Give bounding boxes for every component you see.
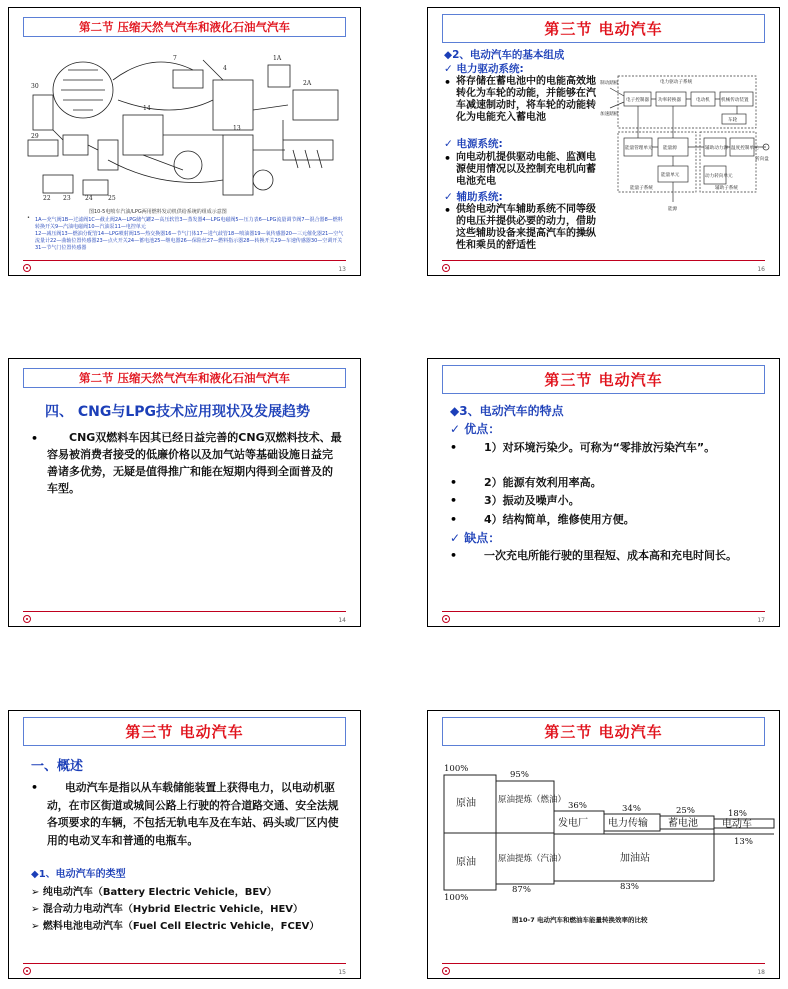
diagram-label-aux-sub: 辅助子系统 (715, 186, 738, 191)
slide-14[interactable] (8, 358, 361, 627)
page-number: 13 (338, 266, 346, 273)
slide-17[interactable] (427, 358, 780, 627)
type-item-2: ➢ 混合动力电动汽车（Hybrid Electric Vehicle，HEV） (31, 904, 304, 915)
svg-text:13: 13 (233, 125, 241, 132)
label-83: 83% (620, 882, 639, 892)
label-crude-bottom: 原油 (456, 857, 476, 868)
body-text: 电动汽车是指以从车载储能装置上获得电力，以电动机驱动，在市区街道或城间公路上行驶的符合道路交通、安全法规各项要求的车辆，不包括无轨电车及在车站、码头或厂区内使用的电动叉车和普通的电瓶车。 (47, 781, 339, 847)
svg-text:2A: 2A (303, 80, 312, 87)
legend-line-1: 1A—充气阀1B—过滤阀1C—截止阀2A—LPG储气罐2—高压软管3—蒸发器4—LPG电磁阀5—压力表6—LPG流量调节阀7—混合器8—燃料转换开关9—汽油电磁阀10—汽油泵11—电控单元 (35, 217, 343, 230)
svg-text:25: 25 (108, 195, 116, 202)
svg-text:7: 7 (173, 55, 177, 62)
svg-text:1A: 1A (273, 55, 282, 62)
logo (23, 615, 34, 623)
bullet: • (450, 476, 458, 489)
body-text: CNG双燃料车因其已经日益完善的CNG双燃料技术、最容易被消费者接受的低廉价格以及加气站等基础设施日益完善诸多优势，无疑是值得推广和能在短期内得到全面普及的车型。 (47, 431, 342, 495)
pro-1: 1）对环境污染少。可称为“零排放污染汽车”。 (484, 441, 716, 454)
box-ecu: 电子控制器 (626, 98, 649, 103)
diagram-label-top: 电力驱动子系统 (660, 80, 693, 85)
label-34: 34% (622, 804, 641, 814)
logo (23, 967, 34, 975)
label-crude-top: 原油 (456, 798, 476, 809)
box-steering: 动力转向单元 (705, 174, 733, 179)
slide-title: 第三节 电动汽车 (23, 717, 346, 746)
logo-icon (23, 264, 31, 272)
logo (442, 264, 453, 272)
bullet: • (444, 204, 452, 217)
box-wheel: 车轮 (728, 118, 738, 123)
pro-3: 3）振动及噪声小。 (484, 494, 580, 507)
diagram-label-steering-wheel: 转向盘 (755, 157, 769, 162)
figure-caption: 图10-5电喷车汽油/LPG两用燃料发动机供给系统的组成示意图 (89, 209, 227, 215)
con-1: 一次充电所能行驶的里程短、成本高和充电时间长。 (484, 549, 737, 562)
label-refine-gasoline: 原油提炼（汽油） (498, 854, 567, 864)
bullet: • (450, 441, 458, 454)
box-aux-power: 辅助动力源 (705, 146, 728, 151)
page-number: 14 (338, 617, 346, 624)
label-18: 18% (728, 809, 747, 819)
type-item-3-text: 燃料电池电动汽车（Fuel Cell Electric Vehicle，FCEV） (42, 921, 320, 932)
box-temp-control: 温度控制单元 (731, 146, 759, 151)
label-95: 95% (510, 770, 529, 780)
svg-text:29: 29 (31, 133, 39, 140)
energy-efficiency-diagram (440, 761, 775, 906)
logo-icon (442, 264, 450, 272)
svg-text:30: 30 (31, 83, 39, 90)
footer-line (23, 260, 346, 261)
bullet: • (450, 513, 458, 526)
box-transmission: 机械传动装置 (721, 98, 749, 103)
box-energy-source: 能量源 (663, 146, 677, 151)
type-item-2-text: 混合动力电动汽车（Hybrid Electric Vehicle，HEV） (42, 904, 304, 915)
bullet: • (31, 432, 39, 445)
label-36: 36% (568, 801, 587, 811)
slide-title: 第三节 电动汽车 (442, 365, 765, 394)
slide-15[interactable] (8, 710, 361, 979)
cons-heading: ✓ 缺点： (450, 531, 501, 545)
section-heading: 四、 CNG与LPG技术应用现状及发展趋势 (45, 404, 311, 420)
page-number: 18 (757, 969, 765, 976)
sub-heading: ◆1、电动汽车的类型 (31, 869, 126, 880)
box-converter: 功率转换器 (658, 98, 681, 103)
slide-title: 第二节 压缩天然气汽车和液化石油气汽车 (23, 368, 346, 388)
section-auxiliary: ✓ 辅助系统: (444, 191, 503, 203)
slide-title: 第二节 压缩天然气汽车和液化石油气汽车 (23, 17, 346, 37)
logo-icon (23, 967, 31, 975)
logo-icon (442, 615, 450, 623)
pros-heading: ✓ 优点： (450, 422, 501, 436)
slide-title: 第三节 电动汽车 (442, 717, 765, 746)
type-item-1: ➢ 纯电动汽车（Battery Electric Vehicle，BEV） (31, 887, 277, 898)
diagram-label-brake: 制动踏板 (600, 81, 619, 86)
sub-heading: ◆2、电动汽车的基本组成 (444, 49, 565, 61)
label-transmission: 电力传输 (608, 818, 648, 829)
slide-16[interactable] (427, 7, 780, 276)
text-auxiliary: 供给电动汽车辅助系统不同等级的电压并提供必要的动力，借助这些辅助设备来提高汽车的操纵性和乘员的舒适性 (456, 204, 596, 251)
footer-line (442, 260, 765, 261)
type-item-3: ➢ 燃料电池电动汽车（Fuel Cell Electric Vehicle，FCEV） (31, 921, 320, 932)
bullet: • (450, 494, 458, 507)
section-power-source: ✓ 电源系统: (444, 138, 503, 150)
ev-composition-diagram (600, 68, 770, 218)
label-refine-fuel: 原油提炼（燃油） (498, 795, 567, 805)
footer-line (442, 963, 765, 964)
footer-line (442, 611, 765, 612)
label-ev: 电动车 (722, 819, 752, 830)
label-25: 25% (676, 806, 695, 816)
page-number: 16 (757, 266, 765, 273)
sub-heading: ◆3、电动汽车的特点 (450, 404, 564, 418)
label-13: 13% (734, 837, 753, 847)
box-motor: 电动机 (696, 98, 710, 103)
logo-icon (442, 967, 450, 975)
bullet: • (27, 215, 30, 221)
pro-2: 2）能源有效利用率高。 (484, 476, 602, 489)
diagram-label-energy: 能源 (668, 207, 678, 212)
box-energy-unit: 能量单元 (661, 173, 680, 178)
diagram-label-accel: 加速踏板 (600, 112, 619, 117)
label-100-top: 100% (444, 764, 469, 774)
legend-line-2: 12—减压阀13—燃油分配管14—LPG喷射阀15—热交换器16—节气门体17—进气歧管18—喷油器19—氧传感器20—三元催化器21—空气流量计22—曲轴位置传感器23—点火开关24—蓄电池25—继电器26—保险丝27—燃料指示器28—转换开关29—车速传感器30—空调开关31—节气门位置传感器 (35, 231, 344, 251)
label-87: 87% (512, 885, 531, 895)
slide-title: 第三节 电动汽车 (442, 14, 765, 43)
svg-text:4: 4 (223, 65, 227, 72)
bullet: • (450, 549, 458, 562)
logo (442, 615, 453, 623)
slide-18[interactable] (427, 710, 780, 979)
section-heading: 一、概述 (31, 759, 84, 774)
bullet: • (31, 781, 39, 794)
box-energy-mgmt: 能量管理单元 (625, 146, 653, 151)
bullet: • (444, 76, 452, 89)
text-power-drive: 将存储在蓄电池中的电能高效地转化为车轮的动能，并能够在汽车减速制动时，将车轮的动能转化为电能充入蓄电池 (456, 76, 596, 123)
footer-line (23, 611, 346, 612)
label-100-bottom: 100% (444, 893, 469, 903)
page-number: 15 (338, 969, 346, 976)
footer-line (23, 963, 346, 964)
logo (23, 264, 34, 272)
section-power-drive: ✓ 电力驱动系统: (444, 63, 524, 75)
page-number: 17 (757, 617, 765, 624)
bullet: • (444, 152, 452, 165)
text-power-source: 向电动机提供驱动电能、监测电源使用情况以及控制充电机向蓄电池充电 (456, 152, 596, 187)
svg-text:24: 24 (85, 195, 93, 202)
slide-13[interactable] (8, 7, 361, 276)
diagram-label-energy-sub: 能量子系统 (630, 186, 653, 191)
engine-fuel-system-diagram (23, 40, 343, 210)
svg-text:23: 23 (63, 195, 71, 202)
svg-text:22: 22 (43, 195, 51, 202)
pro-4: 4）结构简单，维修使用方便。 (484, 513, 635, 526)
label-gas-station: 加油站 (620, 853, 650, 864)
label-battery: 蓄电池 (668, 818, 698, 829)
label-power-plant: 发电厂 (558, 818, 588, 829)
figure-caption: 图10-7 电动汽车和燃油车能量转换效率的比较 (512, 916, 648, 924)
logo-icon (23, 615, 31, 623)
logo (442, 967, 453, 975)
svg-text:14: 14 (143, 105, 151, 112)
type-item-1-text: 纯电动汽车（Battery Electric Vehicle，BEV） (42, 887, 277, 898)
